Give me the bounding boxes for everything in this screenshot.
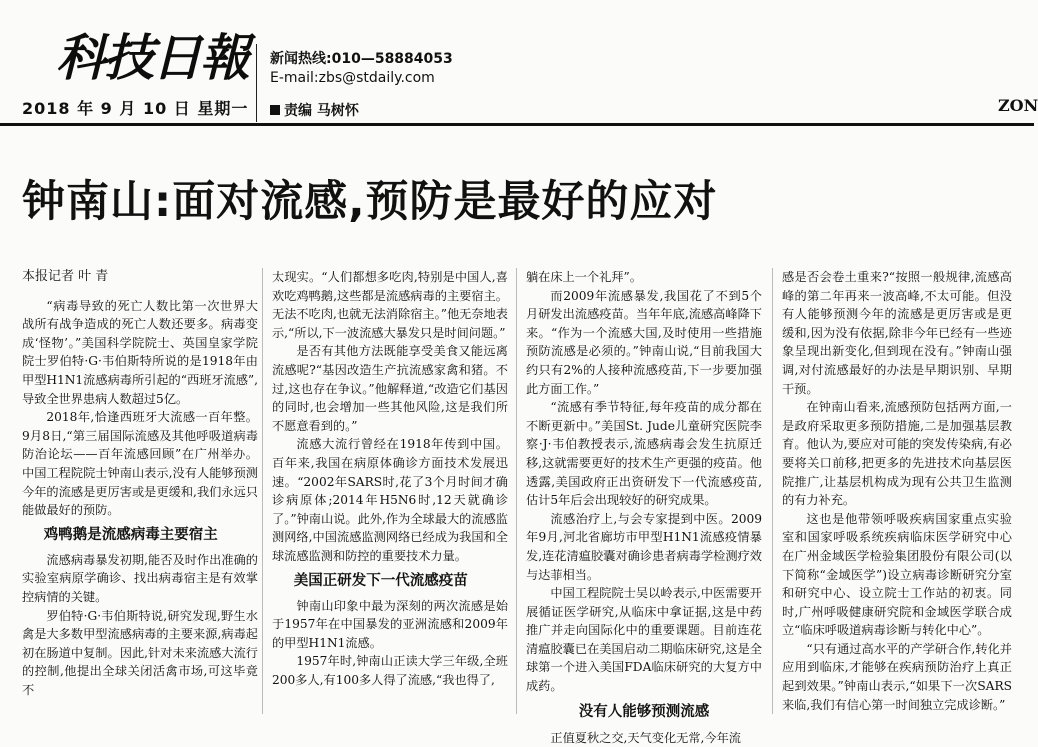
paragraph: “只有通过高水平的产学研合作,转化并应用到临床,才能够在疾病预防治疗上真正起到效果。”钟南山表示,“如果下一次SARS来临,我们有信心第一时间独立完成诊断。”	[782, 641, 1012, 712]
masthead-rule	[0, 123, 1034, 126]
paragraph: 在钟南山看来,流感预防包括两方面,一是政府采取更多预防措施,二是加强基层教育。他认为,要应对可能的突发传染病,有必要将关口前移,把更多的先进技术向基层医院推广,让基层机构成为现有公共卫生监测的有力补充。	[782, 400, 1012, 508]
article-column-1	[22, 268, 258, 699]
paragraph: 罗伯特·G·韦伯斯特说,研究发现,野生水禽是大多数甲型流感病毒的主要来源,病毒起初在肠道中复制。因此,针对未来流感大流行的控制,他提出全球关闭活禽市场,可这毕竟不	[22, 608, 258, 697]
paragraph: 躺在床上一个礼拜”。	[526, 270, 642, 284]
paragraph: 这也是他带领呼吸疾病国家重点实验室和国家呼吸系统疾病临床医学研究中心在广州金域医学检验集团股份有限公司(以下简称“金域医学”)设立病毒诊断研究分室和研究中心、设立院士工作站的初衷。同时,广州呼吸健康研究院和金域医学联合成立“临床呼吸道病毒诊断与转化中心”。	[782, 511, 1012, 638]
column-divider	[772, 268, 773, 714]
article-headline: 钟南山:面对流感,预防是最好的应对	[22, 177, 718, 227]
news-hotline: 新闻热线:010—58884053	[270, 51, 453, 67]
subheading: 美国正研发下一代流感疫苗	[293, 572, 468, 589]
editor-name: 责编 马树怀	[284, 103, 359, 119]
article-column-3	[526, 268, 762, 747]
byline: 本报记者 叶 青	[22, 269, 109, 284]
paragraph: 流感治疗上,与会专家提到中医。2009年9月,河北省廊坊市甲型H1N1流感疫情暴发,连花清瘟胶囊对确诊患者病毒学检测疗效与达菲相当。	[526, 511, 762, 582]
paragraph: 钟南山印象中最为深刻的两次流感是始于1957年在中国暴发的亚洲流感和2009年的甲型H1N1流感。	[272, 598, 508, 650]
paragraph: 感是否会卷土重来?“按照一般规律,流感高峰的第二年再来一波高峰,不太可能。但没有人能够预测今年的流感是更厉害或是更缓和,因为没有依据,除非今年已经有一些迹象呈现出新变化,但到现在没有。”钟南山强调,对付流感最好的办法是早期识别、早期干预。	[782, 270, 1012, 396]
paragraph: 流感大流行曾经在1918年传到中国。百年来,我国在病原体确诊方面技术发展迅速。“2002年SARS时,花了3个月时间才确诊病原体;2014年H5N6时,12天就确诊了。”钟南山说。此外,作为全球最大的流感监测网络,中国流感监测网络已经成为我国和全球流感监测和防控的重要技术力量。	[272, 437, 508, 563]
paragraph: “病毒导致的死亡人数比第一次世界大战所有战争造成的死亡人数还要多。病毒变成‘怪物’。”美国科学院院士、英国皇家学院院士罗伯特·G·韦伯斯特所说的是1918年由甲型H1N1流感病毒所引起的“西班牙流感”,导致全世界患病人数超过5亿。	[22, 298, 258, 406]
masthead-divider	[256, 44, 257, 122]
paragraph: 流感病毒暴发初期,能否及时作出准确的实验室病原学确诊、找出病毒宿主是有效掌控病情的关键。	[22, 552, 258, 604]
newspaper-logo: 科技日報	[56, 28, 248, 87]
paragraph: 太现实。“人们都想多吃肉,特别是中国人,喜欢吃鸡鸭鹅,这些都是流感病毒的主要宿主。无法不吃肉,也就无法消除宿主。”他无奈地表示,“所以,下一波流感大暴发只是时间问题。”	[272, 270, 508, 340]
article-column-2	[272, 268, 508, 689]
paragraph: 而2009年流感暴发,我国花了不到5个月研发出流感疫苗。当年年底,流感高峰降下来。“作为一个流感大国,及时使用一些措施预防流感是必须的。”钟南山说,“目前我国大约只有2%的人接种流感疫苗,下一步要加强此方面工作。”	[526, 288, 762, 396]
paragraph: “流感有季节特征,每年疫苗的成分都在不断更新中。”美国St. Jude儿童研究医院李察·J·韦伯教授表示,流感病毒会发生抗原迁移,这就需要更好的技术生产更强的疫苗。他透露,美国政府正出资研发下一代流感疫苗,估计5年后会出现较好的研究成果。	[526, 400, 762, 508]
column-divider	[516, 268, 517, 714]
issue-date: 2018 年 9 月 10 日 星期一	[22, 99, 249, 118]
subheading: 没有人能够预测流感	[578, 703, 710, 720]
paragraph: 1957年时,钟南山正读大学三年级,全班200多人,有100多人得了流感,“我也得了,	[272, 654, 508, 687]
column-divider	[262, 268, 263, 714]
paragraph: 正值夏秋之交,天气变化无常,今年流	[550, 730, 741, 745]
editor-credit	[270, 100, 359, 120]
paragraph: 是否有其他方法既能享受美食又能远离流感呢?“基因改造生产抗流感家禽和猪。不过,这也存在争议。”他解释道,“改造它们基因的同时,也会增加一些其他风险,这是我们所不愿意看到的。”	[272, 344, 508, 433]
cropped-section-label: ZON	[998, 96, 1038, 115]
paragraph: 中国工程院院士吴以岭表示,中医需要开展循证医学研究,从临床中拿证据,这是中药推广并走向国际化中的重要课题。目前连花清瘟胶囊已在美国启动二期临床研究,这是全球第一个进入美国FDA临床研究的大复方中成药。	[526, 586, 762, 694]
square-bullet-icon	[270, 105, 280, 115]
subheading: 鸡鸭鹅是流感病毒主要宿主	[43, 526, 218, 543]
contact-email: E-mail:zbs@stdaily.com	[270, 70, 435, 86]
paragraph: 2018年,恰逢西班牙大流感一百年整。9月8日,“第三届国际流感及其他呼吸道病毒防治论坛——百年流感回顾”在广州举办。中国工程院院士钟南山表示,没有人能够预测今年的流感是更厉害或是更缓和,我们永远只能做最好的预防。	[22, 410, 258, 518]
article-column-4	[782, 268, 1012, 714]
